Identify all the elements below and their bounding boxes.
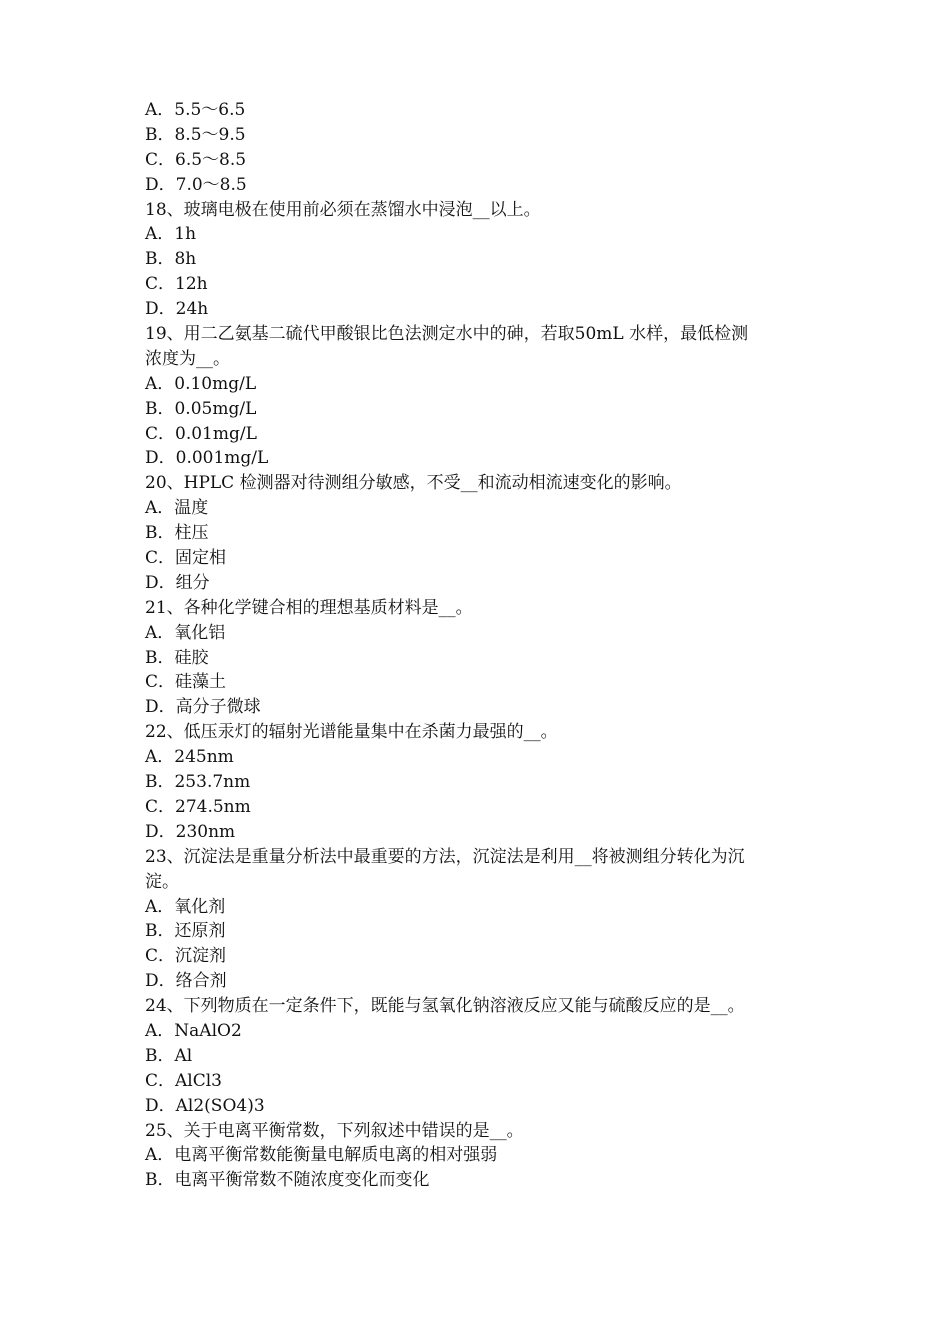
- answer-option: A．氧化铝: [145, 622, 226, 643]
- answer-option: B．0.05mg/L: [145, 398, 257, 419]
- question-stem-continuation: 浓度为__。: [145, 348, 230, 369]
- answer-option: D．组分: [145, 572, 210, 593]
- question-stem: 22、低压汞灯的辐射光谱能量集中在杀菌力最强的__。: [145, 722, 558, 743]
- answer-option: B．253.7nm: [145, 772, 251, 793]
- answer-option: A．1h: [145, 224, 197, 245]
- question-stem: 24、下列物质在一定条件下，既能与氢氧化钠溶液反应又能与硫酸反应的是__。: [145, 996, 745, 1017]
- question-stem: 21、各种化学键合相的理想基质材料是__。: [145, 597, 473, 618]
- answer-option: D．高分子微球: [145, 697, 261, 718]
- answer-option: C．274.5nm: [145, 796, 251, 817]
- answer-option: C．12h: [145, 274, 208, 295]
- answer-option: B．还原剂: [145, 921, 226, 942]
- question-stem: 25、关于电离平衡常数，下列叙述中错误的是__。: [145, 1120, 524, 1141]
- answer-option: A．电离平衡常数能衡量电解质电离的相对强弱: [145, 1145, 498, 1166]
- answer-option: B．Al: [145, 1045, 193, 1066]
- answer-option: B．8.5～9.5: [145, 124, 246, 145]
- answer-option: B．电离平衡常数不随浓度变化而变化: [145, 1170, 430, 1191]
- question-stem: 20、HPLC 检测器对待测组分敏感，不受__和流动相流速变化的影响。: [145, 473, 682, 494]
- answer-option: D．0.001mg/L: [145, 448, 269, 469]
- answer-option: A．0.10mg/L: [145, 373, 257, 394]
- answer-option: D．络合剂: [145, 971, 227, 992]
- answer-option: A．245nm: [145, 747, 234, 768]
- question-stem: 18、玻璃电极在使用前必须在蒸馏水中浸泡__以上。: [145, 199, 541, 220]
- answer-option: A．NaAlO2: [145, 1020, 242, 1041]
- answer-option: D．230nm: [145, 821, 236, 842]
- answer-option: C．AlCl3: [145, 1070, 222, 1091]
- answer-option: C．0.01mg/L: [145, 423, 257, 444]
- question-stem: 19、用二乙氨基二硫代甲酸银比色法测定水中的砷，若取50mL 水样，最低检测: [145, 324, 749, 345]
- question-stem-continuation: 淀。: [145, 871, 179, 892]
- answer-option: A．5.5～6.5: [145, 100, 246, 120]
- answer-option: D．Al2(SO4)3: [145, 1095, 265, 1116]
- answer-option: C．硅藻土: [145, 672, 227, 693]
- answer-option: B．硅胶: [145, 647, 209, 668]
- answer-option: B．8h: [145, 249, 197, 270]
- answer-option: D．24h: [145, 299, 209, 320]
- answer-option: A．温度: [145, 498, 209, 519]
- question-stem: 23、沉淀法是重量分析法中最重要的方法，沉淀法是利用__将被测组分转化为沉: [145, 846, 745, 867]
- answer-option: C．沉淀剂: [145, 946, 227, 967]
- answer-option: C．6.5～8.5: [145, 149, 247, 170]
- answer-option: D．7.0～8.5: [145, 174, 247, 195]
- answer-option: B．柱压: [145, 523, 209, 544]
- answer-option: C．固定相: [145, 548, 227, 569]
- document-body: [145, 98, 825, 1193]
- answer-option: A．氧化剂: [145, 896, 226, 917]
